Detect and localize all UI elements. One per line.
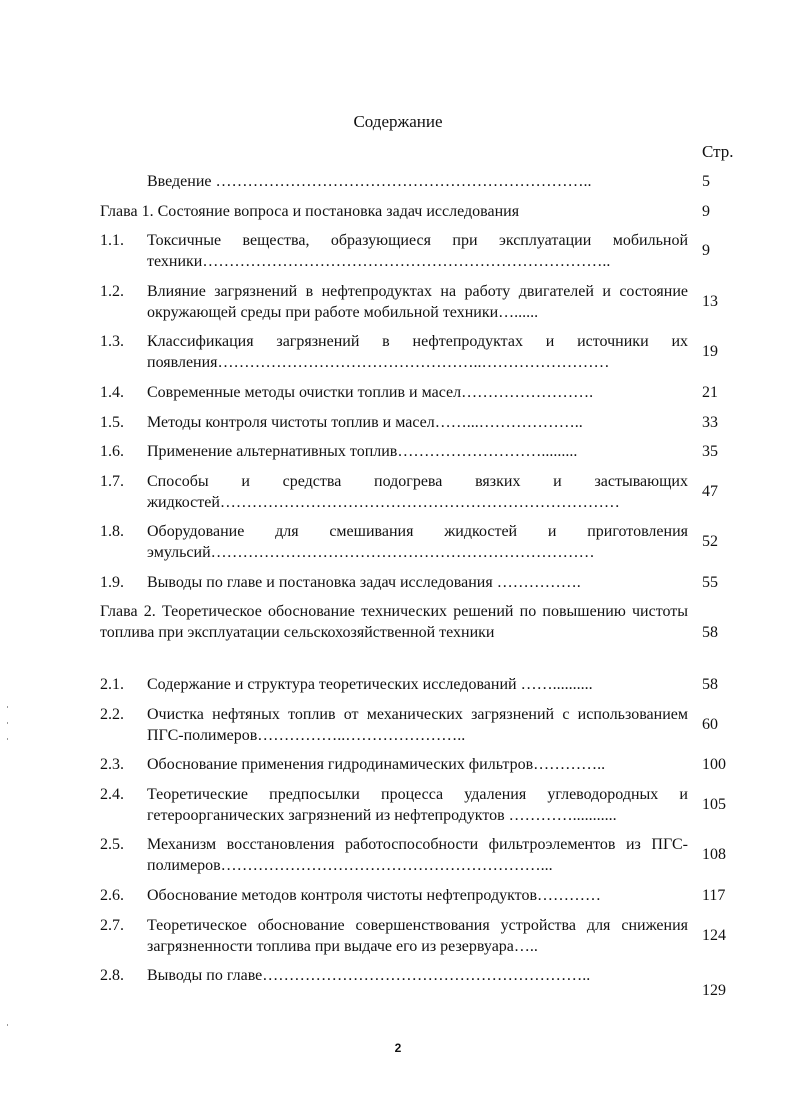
toc-entry-page: 117 bbox=[702, 887, 726, 904]
toc-entry-title: Введение …………………………………………………………….. bbox=[147, 173, 592, 190]
toc-entry-page: 21 bbox=[702, 384, 718, 401]
page-column-label: Стр. bbox=[702, 142, 734, 161]
toc-entry-number: 2.5. bbox=[100, 836, 124, 853]
toc-entry-page: 13 bbox=[702, 293, 718, 310]
toc-entry-number: 2.8. bbox=[100, 967, 124, 984]
toc-entry-number: 2.4. bbox=[100, 786, 124, 803]
page-number: 2 bbox=[394, 1041, 402, 1055]
toc-entry-page: 58 bbox=[702, 624, 718, 641]
toc-entry-number: 2.2. bbox=[100, 706, 124, 723]
toc-entry-title: Теоретическое обоснование совершенствования устройства для снижения загрязненности топлива при выдаче его из резервуара….. bbox=[147, 917, 688, 955]
page-title: Содержание bbox=[353, 112, 443, 131]
toc-entry-page: 129 bbox=[702, 982, 726, 999]
toc-entry-title: Классификация загрязнений в нефтепродуктах и источники их появления…………………………………………..…………………… bbox=[147, 333, 688, 371]
toc-entry-page: 108 bbox=[702, 846, 726, 863]
scan-speck bbox=[7, 738, 8, 740]
toc-entry-page: 33 bbox=[702, 414, 718, 431]
toc-entry-number: 2.6. bbox=[100, 887, 124, 904]
toc-entry-title: Выводы по главе…………………………………………………….. bbox=[147, 967, 591, 984]
toc-entry-title: Влияние загрязнений в нефтепродуктах на работу двигателей и состояние окружающей среды при работе мобильной техники…...... bbox=[147, 283, 688, 321]
scan-speck bbox=[7, 1024, 8, 1026]
toc-entry-number: 1.5. bbox=[100, 414, 124, 431]
toc-entry-page: 60 bbox=[702, 716, 718, 733]
toc-entry-title: Способы и средства подогрева вязких и застывающих жидкостей………………………………………………………………… bbox=[147, 473, 688, 511]
toc-entry-title: Современные методы очистки топлив и масел……………………. bbox=[147, 384, 594, 401]
toc-entry-number: 2.1. bbox=[100, 676, 124, 693]
toc-entry-number: 2.3. bbox=[100, 756, 124, 773]
toc-entry-number: 1.8. bbox=[100, 523, 124, 540]
toc-entry-title: Обоснование применения гидродинамических фильтров………….. bbox=[147, 756, 606, 773]
toc-entry-page: 55 bbox=[702, 574, 718, 591]
scan-speck bbox=[7, 722, 8, 724]
toc-entry-title: Выводы по главе и постановка задач исследования ……………. bbox=[147, 574, 581, 591]
toc-entry-title: Очистка нефтяных топлив от механических загрязнений с использованием ПГС-полимеров……………..………………….. bbox=[147, 706, 688, 744]
toc-entry-title: Глава 2. Теоретическое обоснование технических решений по повышению чистоты топлива при эксплуатации сельскохозяйственной техники bbox=[100, 603, 688, 641]
toc-entry-number: 1.6. bbox=[100, 443, 124, 460]
toc-entry-title: Применение альтернативных топлив………………………......... bbox=[147, 443, 578, 460]
toc-entry-title: Содержание и структура теоретических исследований …….......... bbox=[147, 676, 593, 693]
toc-entry-title: Глава 1. Состояние вопроса и постановка задач исследования bbox=[100, 203, 520, 220]
toc-entry-number: 1.1. bbox=[100, 232, 124, 249]
toc-entry-page: 19 bbox=[702, 343, 718, 360]
scan-speck bbox=[7, 706, 8, 708]
toc-entry-page: 47 bbox=[702, 483, 718, 500]
toc-entry-page: 9 bbox=[702, 242, 710, 259]
toc-entry-page: 52 bbox=[702, 533, 718, 550]
toc-entry-title: Механизм восстановления работоспособности фильтроэлементов из ПГС-полимеров……………………………………………………... bbox=[147, 836, 688, 874]
toc-entry-page: 35 bbox=[702, 443, 718, 460]
toc-entry-page: 5 bbox=[702, 173, 710, 190]
toc-entry-title: Теоретические предпосылки процесса удаления углеводородных и гетероорганических загрязнений из нефтепродуктов …………........... bbox=[147, 786, 688, 824]
toc-entry-page: 100 bbox=[702, 756, 726, 773]
toc-entry-number: 1.4. bbox=[100, 384, 124, 401]
toc-entry-page: 124 bbox=[702, 927, 726, 944]
toc-entry-page: 105 bbox=[702, 796, 726, 813]
toc-entry-page: 9 bbox=[702, 203, 710, 220]
toc-entry-title: Обоснование методов контроля чистоты нефтепродуктов………… bbox=[147, 887, 601, 904]
toc-entry-number: 1.2. bbox=[100, 283, 124, 300]
toc-entry-title: Оборудование для смешивания жидкостей и приготовления эмульсий……………………………………………………………… bbox=[147, 523, 688, 561]
toc-entry-number: 1.9. bbox=[100, 574, 124, 591]
toc-entry-number: 2.7. bbox=[100, 917, 124, 934]
toc-entry-number: 1.7. bbox=[100, 473, 124, 490]
toc-entry-number: 1.3. bbox=[100, 333, 124, 350]
toc-entry-page: 58 bbox=[702, 676, 718, 693]
toc-entry-title: Токсичные вещества, образующиеся при эксплуатации мобильной техники………………………………………………………………….. bbox=[147, 232, 688, 270]
toc-entry-title: Методы контроля чистоты топлив и масел……...……………….. bbox=[147, 414, 583, 431]
